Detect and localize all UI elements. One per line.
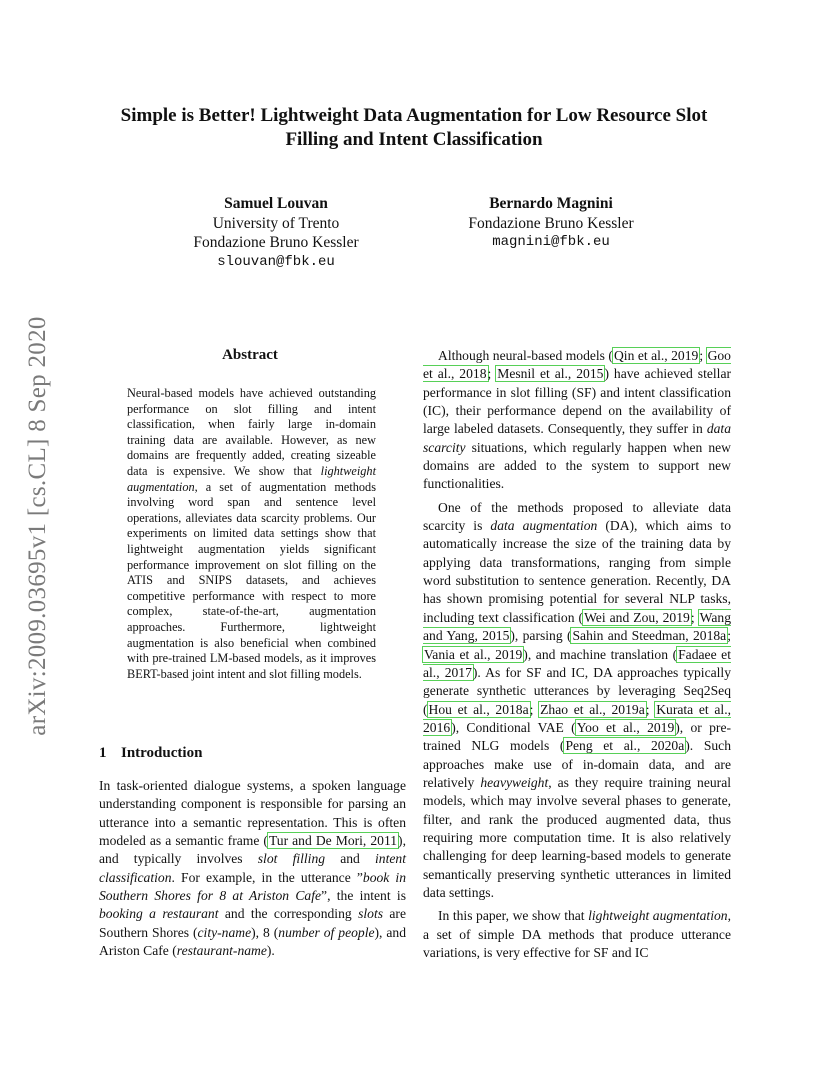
author-name: Samuel Louvan: [224, 195, 328, 212]
section-heading-introduction: [99, 745, 202, 762]
right-column-text: [423, 347, 731, 962]
author-affiliation: Fondazione Bruno Kessler: [468, 214, 634, 232]
citation-link[interactable]: Mesnil et al., 2015: [497, 366, 604, 382]
citation-link[interactable]: Wang and Yang, 2015: [423, 609, 731, 644]
section-number: 1: [99, 745, 107, 761]
citation-link[interactable]: Zhao et al., 2019a: [540, 701, 645, 717]
title-line-1: Simple is Better! Lightweight Data Augmentation for Low Resource Slot: [120, 105, 708, 126]
citation-link[interactable]: Sahin and Steedman, 2018a: [572, 628, 727, 644]
citation-link[interactable]: Qin et al., 2019: [613, 348, 699, 363]
citation-link[interactable]: Hou et al., 2018a: [428, 701, 529, 717]
author-block-2: [440, 194, 662, 253]
left-column-text: [99, 777, 406, 960]
author-name: Bernardo Magnini: [489, 195, 613, 212]
intro-paragraph-3: One of the methods proposed to alleviate data scarcity is data augmentation (DA), which aims to automatically increase the size of the training data by applying data transformations, ranging from simple word substitution to sentence generation. Recently, DA has shown promising potential for several NLP tasks, including text classification (Wei and Zou, 2019; Wang and Yang, 2015), parsing (Sahin and Steedman, 2018a; Vania et al., 2019), and machine translation (Fadaee et al., 2017). As for SF and IC, DA approaches typically generate synthetic utterances by leveraging Seq2Seq (Hou et al., 2018a; Zhao et al., 2019a; Kurata et al., 2016), Conditional VAE (Yoo et al., 2019), or pre-trained NLG models (Peng et al., 2020a). Such approaches make use of in-domain data, and are relatively heavyweight, as they require training neural models, which may involve several phases to generate, filter, and rank the produced augmented data, thus requiring more computation time. It is also relatively challenging for deep learning-based models to generate semantically preserving synthetic utterances in limited data settings.: [423, 499, 732, 900]
author-block-1: [170, 194, 382, 272]
author-affiliation: University of Trento: [212, 214, 340, 232]
intro-paragraph-2: Although neural-based models (Qin et al., 2019; Goo et al., 2018; Mesnil et al., 2015) have achieved stellar performance in slot filling (SF) and intent classification (IC), their performance depend on the availability of large labeled datasets. Consequently, they suffer in data scarcity situations, which regularly happen when new domains are added to the system to support new functionalities.: [423, 348, 731, 492]
citation-link[interactable]: Tur and De Mori, 2011: [268, 833, 398, 849]
citation-link[interactable]: Yoo et al., 2019: [576, 719, 675, 735]
section-title: Introduction: [121, 745, 203, 761]
paper-title: [100, 104, 728, 152]
intro-paragraph-1: In task-oriented dialogue systems, a spoken language understanding component is responsible for parsing an utterance into a semantic representation. This is often modeled as a semantic frame (Tur and De Mori, 2011), and typically involves slot filling and intent classification. For example, in the utterance ”book in Southern Shores for 8 at Ariston Cafe”, the intent is booking a restaurant and the corresponding slots are Southern Shores (city-name), 8 (number of people), and Ariston Cafe (restaurant-name).: [99, 778, 407, 959]
author-affiliation: Fondazione Bruno Kessler: [193, 234, 359, 251]
author-email: magnini@fbk.eu: [492, 234, 610, 250]
citation-link[interactable]: Kurata et al., 2016: [423, 701, 731, 735]
citation-link[interactable]: Goo et al., 2018: [423, 348, 731, 382]
citation-link[interactable]: Vania et al., 2019: [424, 646, 523, 662]
arxiv-identifier: arXiv:2009.03695v1 [cs.CL] 8 Sep 2020: [24, 316, 51, 736]
author-email: slouvan@fbk.eu: [217, 253, 335, 270]
abstract-heading: Abstract: [222, 347, 278, 363]
citation-link[interactable]: Peng et al., 2020a: [565, 738, 685, 754]
title-line-2: Filling and Intent Classification: [285, 129, 543, 150]
abstract-text: Neural-based models have achieved outstanding performance on slot filling and intent classification, when fairly large in-domain training data are available. However, as new domains are frequently added, creating sizeable data is expensive. We show that lightweight augmentation, a set of augmentation methods involving word span and sentence level operations, alleviates data scarcity problems. Our experiments on limited data settings show that lightweight augmentation yields significant performance improvement on slot filling on the ATIS and SNIPS datasets, and achieves competitive performance with respect to more complex, state-of-the-art, augmentation approaches. Furthermore, lightweight augmentation is also beneficial when combined with pre-trained LM-based models, as it improves BERT-based joint intent and slot filling models.: [127, 386, 376, 681]
citation-link[interactable]: Wei and Zou, 2019: [584, 609, 690, 625]
citation-link[interactable]: Fadaee et al., 2017: [423, 646, 731, 680]
intro-paragraph-4: In this paper, we show that lightweight augmentation, a set of simple DA methods that produce utterance variations, is very effective for SF and IC: [423, 908, 731, 960]
